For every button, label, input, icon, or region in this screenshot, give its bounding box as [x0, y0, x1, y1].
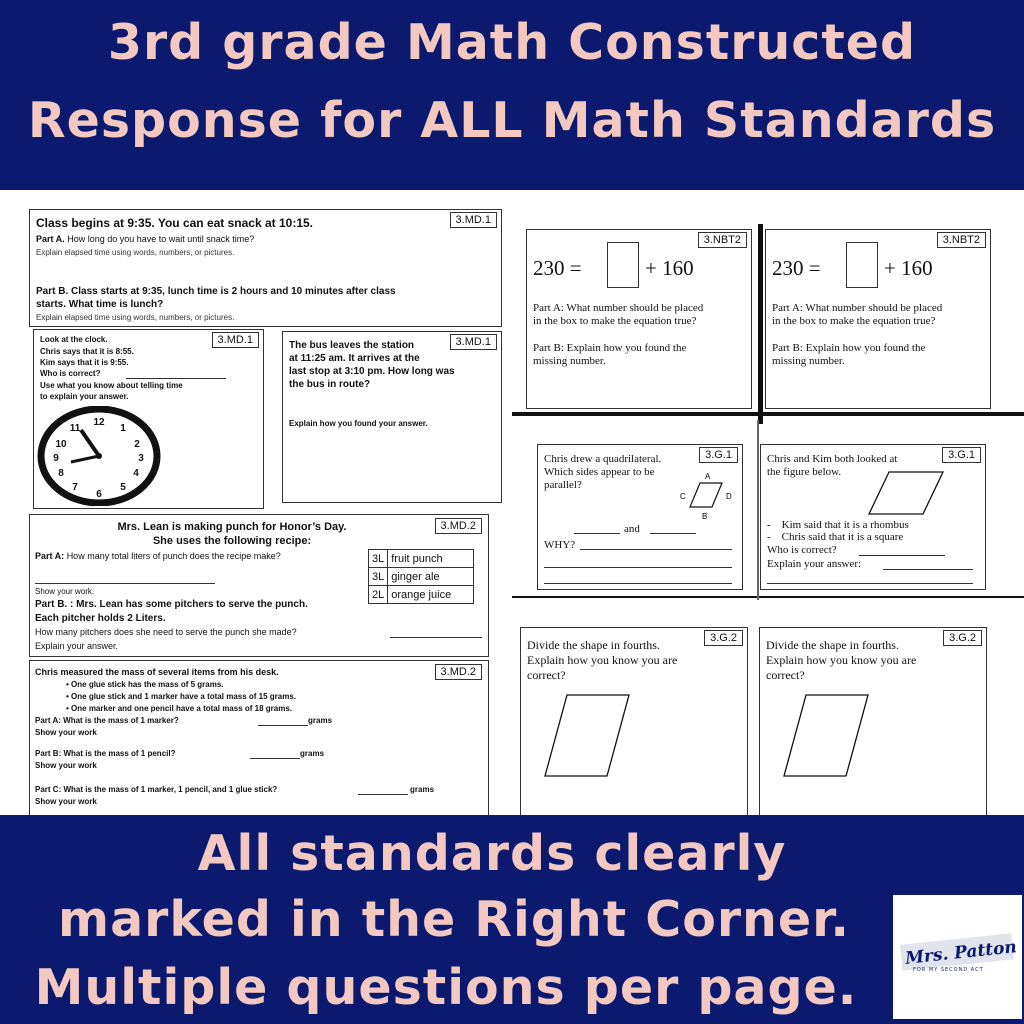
vertex-label-a: A — [705, 472, 711, 481]
answer-line — [250, 758, 300, 759]
part-a-label: Part A: — [35, 551, 65, 561]
standard-label: 3.MD.2 — [435, 518, 482, 534]
vertex-label-b: B — [702, 512, 708, 521]
footer-line-1: All standards clearly — [197, 825, 787, 882]
svg-text:3: 3 — [138, 453, 144, 464]
svg-text:6: 6 — [96, 489, 102, 500]
fourths-line-1: Divide the shape in fourths. — [766, 638, 899, 652]
mass-part-c: Part C: What is the mass of 1 marker, 1 pencil, and 1 glue stick? — [35, 785, 278, 794]
cut-line-horizontal — [512, 412, 1024, 416]
answer-line — [544, 567, 732, 568]
vertex-label-d: D — [726, 492, 732, 501]
punch-title-line-2: She uses the following recipe: — [152, 535, 312, 547]
worksheet-card-equation-2 — [765, 229, 991, 409]
mass-bullet-2: • One glue stick and 1 marker have a total mass of 15 grams. — [66, 692, 297, 701]
worksheet-card-rhombus — [760, 444, 986, 590]
recipe-row — [369, 568, 474, 586]
rhombus-bullet-1-text: Kim said that it is a rhombus — [781, 519, 909, 531]
rhombus-explain: Explain your answer: — [767, 558, 862, 570]
recipe-item: fruit punch — [388, 550, 474, 568]
explain-text-2: Explain elapsed time using words, numbers, or pictures. — [36, 313, 235, 322]
svg-text:10: 10 — [55, 439, 67, 450]
cut-line-horizontal-2 — [512, 596, 1024, 598]
standard-label: 3.G.1 — [699, 447, 738, 463]
show-work: Show your work — [35, 728, 97, 737]
worksheet-card-elapsed-time-snack — [29, 209, 502, 327]
bus-explain: Explain how you found your answer. — [289, 419, 428, 428]
footer-banner — [0, 815, 1024, 1024]
answer-line — [574, 533, 620, 534]
grams-unit: grams — [300, 749, 325, 758]
punch-part-b-line-3: How many pitchers does she need to serve the punch she made? — [35, 627, 297, 637]
punch-explain: Explain your answer. — [35, 641, 119, 651]
punch-part-b-line-2: Each pitcher holds 2 Liters. — [35, 613, 166, 624]
svg-text:2: 2 — [134, 439, 140, 450]
quad-and: and — [624, 523, 640, 535]
logo-name: Mrs. Patton — [904, 937, 1018, 969]
footer-line-2: marked in the Right Corner. — [58, 891, 850, 948]
rhombus-bullet-1 — [767, 519, 909, 531]
part-a-question: How many total liters of punch does the recipe make? — [66, 551, 281, 561]
answer-line — [35, 583, 215, 584]
worksheet-card-quadrilateral — [537, 444, 743, 590]
standard-label: 3.MD.2 — [435, 664, 482, 680]
header-banner — [0, 0, 1024, 190]
parallelogram-shape — [782, 692, 872, 782]
equation-rhs: + 160 — [884, 256, 933, 280]
grams-unit: grams — [410, 785, 435, 794]
recipe-amount: 3L — [369, 568, 388, 586]
bus-line-4: the bus in route? — [289, 379, 371, 390]
svg-text:4: 4 — [133, 468, 139, 479]
svg-text:5: 5 — [120, 482, 126, 493]
footer-line-3: Multiple questions per page. — [34, 959, 858, 1016]
standard-label: 3.MD.1 — [450, 334, 497, 350]
cut-line-vertical-2 — [757, 420, 759, 600]
part-a-question: How long do you have to wait until snack time? — [67, 234, 255, 244]
svg-text:1: 1 — [120, 423, 126, 434]
mass-bullet-2-text: One glue stick and 1 marker have a total mass of 15 grams. — [71, 692, 297, 701]
part-a — [36, 234, 254, 244]
equation-part-b-line-2: missing number. — [772, 355, 845, 367]
mass-bullet-3: • One marker and one pencil have a total mass of 18 grams. — [66, 704, 293, 713]
rhombus-line-1: Chris and Kim both looked at — [767, 453, 898, 465]
punch-show-work: Show your work. — [35, 587, 95, 596]
cut-line-vertical — [758, 224, 763, 424]
bus-line-2: at 11:25 am. It arrives at the — [289, 353, 420, 364]
quad-line-2: Which sides appear to be — [544, 466, 655, 478]
worksheet-card-fourths-1 — [520, 627, 748, 817]
rhombus-bullet-2 — [767, 531, 903, 543]
fourths-line-2: Explain how you know you are — [527, 653, 678, 667]
equation-part-a-line-2: in the box to make the equation true? — [772, 315, 936, 327]
equation-lhs: 230 = — [533, 256, 582, 280]
clock-line-3: Kim says that it is 9:55. — [40, 358, 129, 367]
fourths-line-2: Explain how you know you are — [766, 653, 917, 667]
equation-part-a-line-1: Part A: What number should be placed — [772, 302, 943, 314]
answer-line — [126, 378, 226, 379]
part-b-line-2: starts. What time is lunch? — [36, 299, 164, 310]
standard-label: 3.G.1 — [942, 447, 981, 463]
clock-line-6: to explain your answer. — [40, 392, 129, 401]
worksheet-card-equation-1 — [526, 229, 752, 409]
answer-line — [859, 555, 945, 556]
equation-rhs: + 160 — [645, 256, 694, 280]
rhombus-who: Who is correct? — [767, 544, 837, 556]
analog-clock-image — [37, 406, 161, 506]
fourths-line-3: correct? — [766, 668, 805, 682]
missing-number-box — [607, 242, 639, 288]
mass-bullet-1-text: One glue stick has the mass of 5 grams. — [71, 680, 224, 689]
equation-part-b-line-1: Part B: Explain how you found the — [772, 342, 926, 354]
svg-text:11: 11 — [69, 423, 81, 434]
part-b-line-1: Part B. Class starts at 9:35, lunch time is 2 hours and 10 minutes after class — [36, 286, 396, 297]
answer-line — [390, 637, 482, 638]
mass-part-b: Part B: What is the mass of 1 pencil? — [35, 749, 176, 758]
fourths-line-1: Divide the shape in fourths. — [527, 638, 660, 652]
bus-line-1: The bus leaves the station — [289, 340, 415, 351]
worksheet-card-mass — [29, 660, 489, 820]
punch-part-b-line-1: Part B. : Mrs. Lean has some pitchers to serve the punch. — [35, 599, 308, 610]
punch-part-a — [35, 551, 281, 561]
svg-text:9: 9 — [53, 453, 59, 464]
worksheet-card-punch-recipe — [29, 514, 489, 657]
standard-label: 3.G.2 — [704, 630, 743, 646]
header-title-line-1: 3rd grade Math Constructed — [107, 14, 917, 71]
equation-part-b-line-1: Part B: Explain how you found the — [533, 342, 687, 354]
mass-intro: Chris measured the mass of several items from his desk. — [35, 667, 279, 677]
mass-bullet-3-text: One marker and one pencil have a total mass of 18 grams. — [71, 704, 293, 713]
question-title: Class begins at 9:35. You can eat snack at 10:15. — [36, 216, 314, 230]
answer-line — [544, 583, 732, 584]
answer-line — [258, 725, 308, 726]
clock-line-5: Use what you know about telling time — [40, 381, 183, 390]
recipe-item: ginger ale — [388, 568, 474, 586]
mass-bullet-1: • One glue stick has the mass of 5 grams. — [66, 680, 224, 689]
missing-number-box — [846, 242, 878, 288]
logo-tagline: FOR MY SECOND ACT — [913, 967, 984, 973]
grams-unit: grams — [308, 716, 333, 725]
clock-line-4: Who is correct? — [40, 369, 101, 378]
quad-line-1: Chris drew a quadrilateral. — [544, 453, 662, 465]
bus-line-3: last stop at 3:10 pm. How long was — [289, 366, 455, 377]
svg-text:7: 7 — [72, 482, 78, 493]
recipe-table — [368, 549, 474, 604]
rhombus-bullet-2-text: Chris said that it is a square — [781, 531, 904, 543]
recipe-row — [369, 586, 474, 604]
standard-label: 3.MD.1 — [212, 332, 259, 348]
rhombus-figure — [867, 470, 951, 518]
answer-line — [650, 533, 696, 534]
answer-line — [883, 569, 973, 570]
standard-label: 3.MD.1 — [450, 212, 497, 228]
vertex-label-c: C — [680, 492, 686, 501]
show-work: Show your work — [35, 761, 97, 770]
part-a-label: Part A. — [36, 234, 65, 244]
dash: - — [767, 519, 771, 531]
worksheet-card-fourths-2 — [759, 627, 987, 817]
explain-text: Explain elapsed time using words, numbers, or pictures. — [36, 248, 235, 257]
header-title-line-2: Response for ALL Math Standards — [27, 92, 997, 149]
answer-line — [767, 583, 973, 584]
svg-text:12: 12 — [93, 417, 105, 428]
equation-lhs: 230 = — [772, 256, 821, 280]
standard-label: 3.G.2 — [943, 630, 982, 646]
svg-text:8: 8 — [58, 468, 64, 479]
quadrilateral-figure — [672, 469, 742, 525]
recipe-amount: 3L — [369, 550, 388, 568]
recipe-item: orange juice — [388, 586, 474, 604]
mass-part-a: Part A: What is the mass of 1 marker? — [35, 716, 179, 725]
recipe-amount: 2L — [369, 586, 388, 604]
standard-label: 3.NBT2 — [698, 232, 747, 248]
show-work: Show your work — [35, 797, 97, 806]
clock-line-2: Chris says that it is 8:55. — [40, 347, 134, 356]
dash: - — [767, 531, 771, 543]
equation-part-a-line-2: in the box to make the equation true? — [533, 315, 697, 327]
answer-line — [580, 549, 732, 550]
fourths-line-3: correct? — [527, 668, 566, 682]
punch-title-line-1: Mrs. Lean is making punch for Honor’s Day. — [117, 521, 347, 533]
worksheet-card-clock — [33, 329, 264, 509]
quad-why: WHY? — [544, 539, 576, 551]
answer-line — [358, 794, 408, 795]
standard-label: 3.NBT2 — [937, 232, 986, 248]
recipe-row — [369, 550, 474, 568]
equation-part-a-line-1: Part A: What number should be placed — [533, 302, 704, 314]
clock-line-1: Look at the clock. — [40, 335, 108, 344]
mrs-patton-logo — [893, 895, 1022, 1019]
equation-part-b-line-2: missing number. — [533, 355, 606, 367]
parallelogram-shape — [543, 692, 633, 782]
worksheet-card-bus — [282, 331, 502, 503]
quad-line-3: parallel? — [544, 479, 582, 491]
rhombus-line-2: the figure below. — [767, 466, 842, 478]
